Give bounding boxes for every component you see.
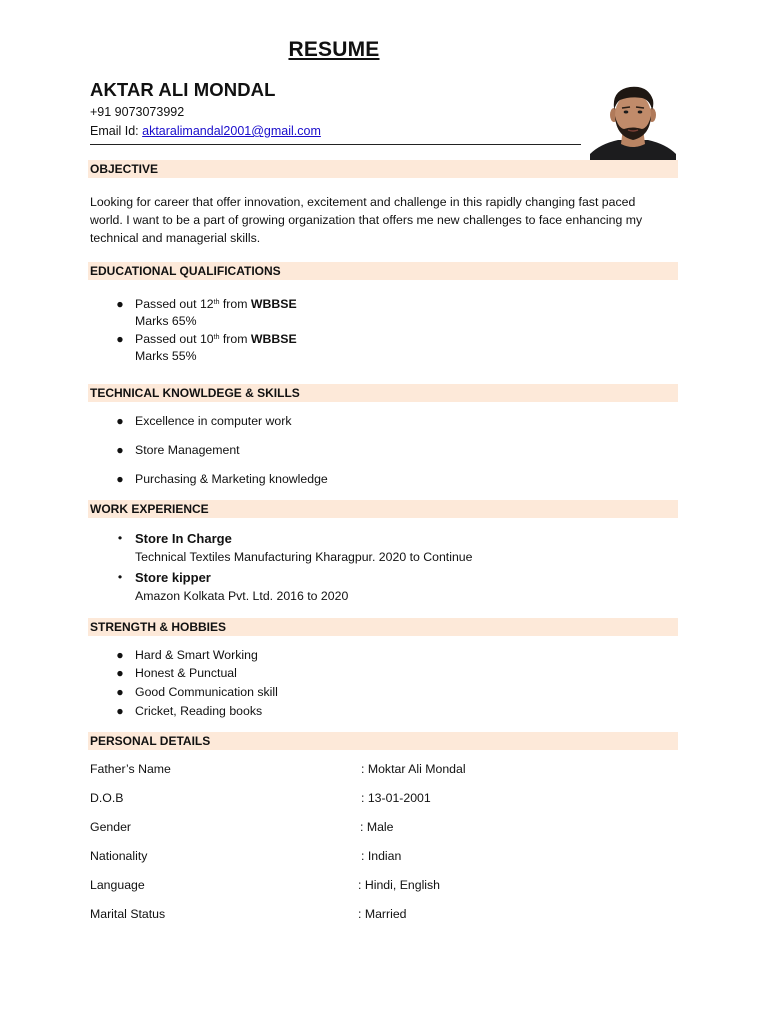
hobby-text: Good Communication skill	[135, 685, 278, 699]
bullet-icon: ●	[116, 472, 124, 486]
bullet-icon: ●	[116, 414, 124, 428]
hobby-text: Hard & Smart Working	[135, 648, 258, 662]
objective-line: Looking for career that offer innovation, excitement and challenge in this rapidly changing fast paced	[90, 195, 636, 209]
email-line	[90, 124, 321, 138]
personal-value: : Indian	[361, 849, 402, 863]
personal-label: Marital Status	[90, 907, 166, 921]
skill-text: Store Management	[135, 443, 240, 457]
education-marks: Marks 65%	[135, 314, 197, 328]
document-title: RESUME	[288, 38, 380, 61]
job-detail: Amazon Kolkata Pvt. Ltd. 2016 to 2020	[135, 589, 349, 603]
phone-number: +91 9073073992	[90, 105, 185, 119]
personal-value: : Male	[360, 820, 394, 834]
personal-value: : Moktar Ali Mondal	[361, 762, 466, 776]
section-heading-hobbies: STRENGTH & HOBBIES	[88, 618, 678, 636]
hobby-text: Cricket, Reading books	[135, 704, 263, 718]
candidate-name: AKTAR ALI MONDAL	[90, 79, 276, 100]
personal-label: D.O.B	[90, 791, 124, 805]
hobby-text: Honest & Punctual	[135, 666, 237, 680]
bullet-icon: •	[117, 570, 123, 584]
job-detail: Technical Textiles Manufacturing Kharagpur. 2020 to Continue	[135, 550, 473, 564]
personal-label: Nationality	[90, 849, 148, 863]
job-role: Store kipper	[135, 570, 211, 585]
bullet-icon: ●	[116, 648, 124, 662]
section-heading-experience: WORK EXPERIENCE	[88, 500, 678, 518]
section-heading-personal: PERSONAL DETAILS	[88, 732, 678, 750]
objective-line: world. I want to be a part of growing organization that offers me new challenges to face enhancing my	[90, 213, 643, 227]
education-marks: Marks 55%	[135, 349, 197, 363]
objective-text	[90, 193, 680, 247]
skill-text: Excellence in computer work	[135, 414, 292, 428]
profile-photo	[590, 82, 676, 171]
personal-value: : Hindi, English	[358, 878, 441, 892]
bullet-icon: ●	[116, 685, 124, 699]
personal-label: Father’s Name	[90, 762, 171, 776]
bullet-icon: ●	[116, 666, 124, 680]
job-role: Store In Charge	[135, 531, 232, 546]
bullet-icon: ●	[116, 704, 124, 718]
email-label: Email Id:	[90, 124, 139, 138]
section-heading-skills: TECHNICAL KNOWLDEGE & SKILLS	[88, 384, 678, 402]
personal-label: Gender	[90, 820, 132, 834]
bullet-icon: ●	[116, 443, 124, 457]
section-heading-objective: OBJECTIVE	[88, 160, 678, 178]
education-text: Passed out 10th from WBBSE	[135, 332, 297, 346]
bullet-icon: •	[117, 531, 123, 545]
section-heading-education: EDUCATIONAL QUALIFICATIONS	[88, 262, 678, 280]
header-divider	[90, 144, 581, 145]
education-text: Passed out 12th from WBBSE	[135, 297, 297, 311]
bullet-icon: ●	[116, 297, 124, 311]
email-link[interactable]: aktaralimandal2001@gmail.com	[142, 124, 321, 138]
personal-value: : 13-01-2001	[361, 791, 431, 805]
objective-line: technical and managerial skills.	[90, 231, 261, 245]
personal-label: Language	[90, 878, 145, 892]
bullet-icon: ●	[116, 332, 124, 346]
personal-value: : Married	[358, 907, 407, 921]
skill-text: Purchasing & Marketing knowledge	[135, 472, 328, 486]
